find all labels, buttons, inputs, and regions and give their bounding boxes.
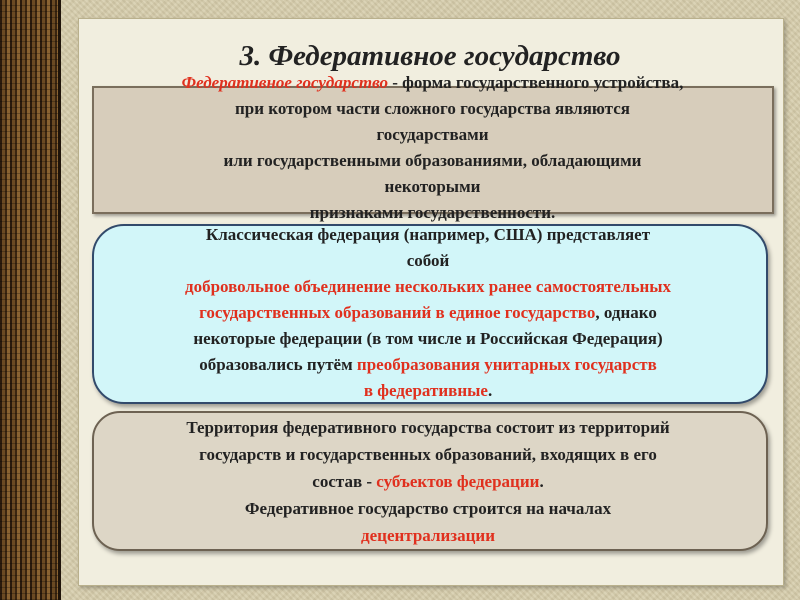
territory-line-2: государств и государственных образований, входящих в его bbox=[199, 445, 657, 464]
slide-title: 3. Федеративное государство bbox=[239, 40, 621, 72]
classic-federation-text bbox=[96, 222, 760, 404]
definition-text bbox=[100, 70, 765, 226]
definition-line-5: некоторыми bbox=[384, 177, 481, 196]
definition-term: Федеративное государство bbox=[181, 73, 388, 92]
classic-line-5: некоторые федерации (в том числе и Российская Федерация) bbox=[193, 329, 663, 348]
classic-line-6-red: преобразования унитарных государств bbox=[356, 355, 657, 374]
definition-line-6: признаками государственности. bbox=[309, 203, 556, 222]
definition-line-1-rest: - форма государственного устройства, bbox=[387, 73, 684, 92]
definition-line-3: государствами bbox=[376, 125, 489, 144]
classic-line-7-rest: . bbox=[487, 381, 493, 400]
territory-line-3-rest: . bbox=[539, 472, 544, 491]
classic-line-4 bbox=[96, 300, 760, 326]
classic-line-2: собой bbox=[406, 251, 450, 270]
classic-line-6 bbox=[96, 352, 760, 378]
classic-line-7 bbox=[96, 378, 760, 404]
classic-line-6-start: образовались путём bbox=[199, 355, 357, 374]
classic-line-7-red: в федеративные bbox=[363, 381, 488, 400]
classic-line-4-red: государственных образований в единое государство bbox=[199, 303, 596, 322]
territory-line-3-red: субъектов федерации bbox=[376, 472, 540, 491]
territory-line-3-start: состав - bbox=[312, 472, 377, 491]
classic-line-3: добровольное объединение нескольких ранее самостоятельных bbox=[184, 277, 672, 296]
definition-line-2: при котором части сложного государства являются bbox=[235, 99, 630, 118]
territory-text bbox=[96, 414, 760, 549]
territory-line-4: Федеративное государство строится на началах bbox=[244, 499, 612, 518]
definition-line-4: или государственными образованиями, обладающими bbox=[223, 151, 642, 170]
territory-line-5: децентрализации bbox=[361, 526, 495, 545]
territory-line-3 bbox=[96, 468, 760, 495]
decorative-wood-strip bbox=[0, 0, 61, 600]
definition-line-1 bbox=[100, 70, 765, 96]
territory-line-1: Территория федеративного государства состоит из территорий bbox=[186, 418, 670, 437]
classic-line-1: Классическая федерация (например, США) представляет bbox=[205, 225, 651, 244]
classic-line-4-rest: , однако bbox=[595, 303, 657, 322]
